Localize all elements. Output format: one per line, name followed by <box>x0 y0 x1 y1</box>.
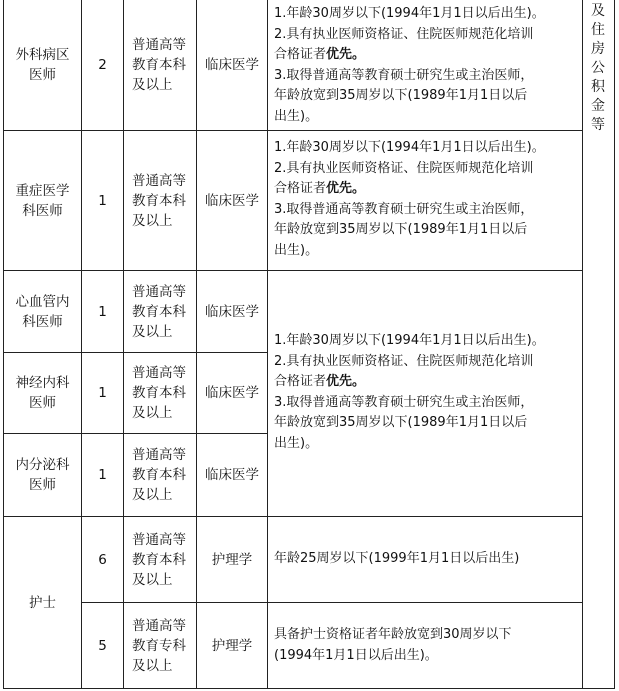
benefits-note-char: 公 <box>591 60 605 76</box>
benefits-note-char: 金 <box>591 98 605 114</box>
count-cell <box>82 434 123 516</box>
count-cell <box>82 603 123 688</box>
education-cell <box>124 434 196 516</box>
requirement-line: 1.年龄30周岁以下(1994年1月1日以后出生)。 <box>274 333 545 348</box>
requirement-line: 出生)。 <box>274 242 319 258</box>
position-cell <box>4 131 81 270</box>
major: 临床医学 <box>205 303 259 320</box>
major: 临床医学 <box>205 467 259 483</box>
education-cell <box>124 603 196 688</box>
education-cell <box>124 131 196 270</box>
headcount: 6 <box>98 551 107 568</box>
position-name: 重症医学科医师 <box>15 182 70 219</box>
major-cell <box>197 0 267 130</box>
requirement-text: 合格证者 <box>274 47 327 62</box>
priority-emphasis: 优先。 <box>326 374 366 389</box>
position-name: 心血管内科医师 <box>15 293 70 330</box>
benefits-note-char: 住 <box>591 22 605 38</box>
requirement-line: 年龄放宽到35周岁以下(1989年1月1日以后 <box>274 222 528 237</box>
major: 护理学 <box>211 551 253 568</box>
position-cell <box>4 434 81 516</box>
requirement-line: 1.年龄30周岁以下(1994年1月1日以后出生)。 <box>274 140 545 155</box>
table-border-bottom <box>3 688 615 689</box>
headcount: 2 <box>98 57 107 73</box>
position-cell <box>4 271 81 352</box>
benefits-note-char: 及 <box>591 3 605 19</box>
headcount: 1 <box>98 192 107 209</box>
column-divider <box>582 0 583 689</box>
requirement-line: 2.具有执业医师资格证、住院医师规范化培训 <box>274 26 534 42</box>
priority-emphasis: 优先。 <box>326 47 366 62</box>
requirement-line: 出生)。 <box>274 435 319 451</box>
requirement-text: 合格证者 <box>274 374 327 389</box>
requirement-line: 年龄放宽到35周岁以下(1989年1月1日以后 <box>274 415 528 430</box>
requirement-line: 1.年龄30周岁以下(1994年1月1日以后出生)。 <box>274 6 545 21</box>
major-cell <box>197 603 267 688</box>
major: 临床医学 <box>205 385 259 401</box>
requirements-cell <box>268 131 582 270</box>
requirements-cell <box>268 0 582 130</box>
requirement-line: 3.取得普通高等教育硕士研究生或主治医师， <box>274 67 534 83</box>
education-cell <box>124 271 196 352</box>
count-cell <box>82 131 123 270</box>
major-cell <box>197 271 267 352</box>
requirements-cell-merged <box>268 271 582 516</box>
requirements-cell <box>268 603 582 688</box>
major: 护理学 <box>211 637 253 654</box>
major: 临床医学 <box>205 192 259 209</box>
benefits-note-char: 等 <box>591 117 605 133</box>
requirement-line <box>274 179 578 200</box>
position-name: 内分泌科医师 <box>15 457 70 493</box>
education-cell <box>124 517 196 602</box>
requirement-line: 出生)。 <box>274 108 319 124</box>
benefits-note-char: 房 <box>591 41 605 57</box>
major-cell <box>197 517 267 602</box>
education-requirement: 普通高等教育本科及以上 <box>132 172 186 229</box>
requirement-line: 年龄25周岁以下(1999年1月1日以后出生) <box>274 551 520 566</box>
education-requirement: 普通高等教育本科及以上 <box>132 531 186 588</box>
headcount: 5 <box>98 637 107 654</box>
position-name: 护士 <box>29 594 56 611</box>
headcount: 1 <box>98 385 107 401</box>
count-cell <box>82 517 123 602</box>
education-cell <box>124 0 196 130</box>
requirement-line: 年龄放宽到35周岁以下(1989年1月1日以后 <box>274 88 528 103</box>
requirement-line <box>274 372 578 393</box>
position-name: 外科病区医师 <box>15 47 70 83</box>
major-cell <box>197 434 267 516</box>
position-cell <box>4 0 81 130</box>
count-cell <box>82 353 123 433</box>
requirement-line <box>274 45 578 66</box>
major-cell <box>197 353 267 433</box>
benefits-note <box>586 2 610 135</box>
priority-emphasis: 优先。 <box>326 181 366 196</box>
education-cell <box>124 353 196 433</box>
education-requirement: 普通高等教育本科及以上 <box>132 37 186 93</box>
education-requirement: 普通高等教育专科及以上 <box>132 617 186 674</box>
count-cell <box>82 0 123 130</box>
benefits-note-char: 积 <box>591 79 605 95</box>
headcount: 1 <box>98 467 107 483</box>
requirements-cell <box>268 517 582 602</box>
headcount: 1 <box>98 303 107 320</box>
requirement-line: 2.具有执业医师资格证、住院医师规范化培训 <box>274 353 534 369</box>
requirement-line: (1994年1月1日以后出生)。 <box>274 647 438 663</box>
position-cell-nurse <box>4 517 81 688</box>
requirement-line: 具备护士资格证者年龄放宽到30周岁以下 <box>274 627 512 642</box>
requirement-line: 2.具有执业医师资格证、住院医师规范化培训 <box>274 160 534 176</box>
position-cell <box>4 353 81 433</box>
major-cell <box>197 131 267 270</box>
position-name: 神经内科医师 <box>15 375 70 411</box>
education-requirement: 普通高等教育本科及以上 <box>132 365 186 421</box>
count-cell <box>82 271 123 352</box>
requirement-line: 3.取得普通高等教育硕士研究生或主治医师， <box>274 201 534 217</box>
requirement-text: 合格证者 <box>274 181 327 196</box>
requirement-line: 3.取得普通高等教育硕士研究生或主治医师， <box>274 394 534 410</box>
education-requirement: 普通高等教育本科及以上 <box>132 447 186 503</box>
education-requirement: 普通高等教育本科及以上 <box>132 283 186 340</box>
major: 临床医学 <box>205 57 259 73</box>
table-border-right <box>614 0 615 689</box>
